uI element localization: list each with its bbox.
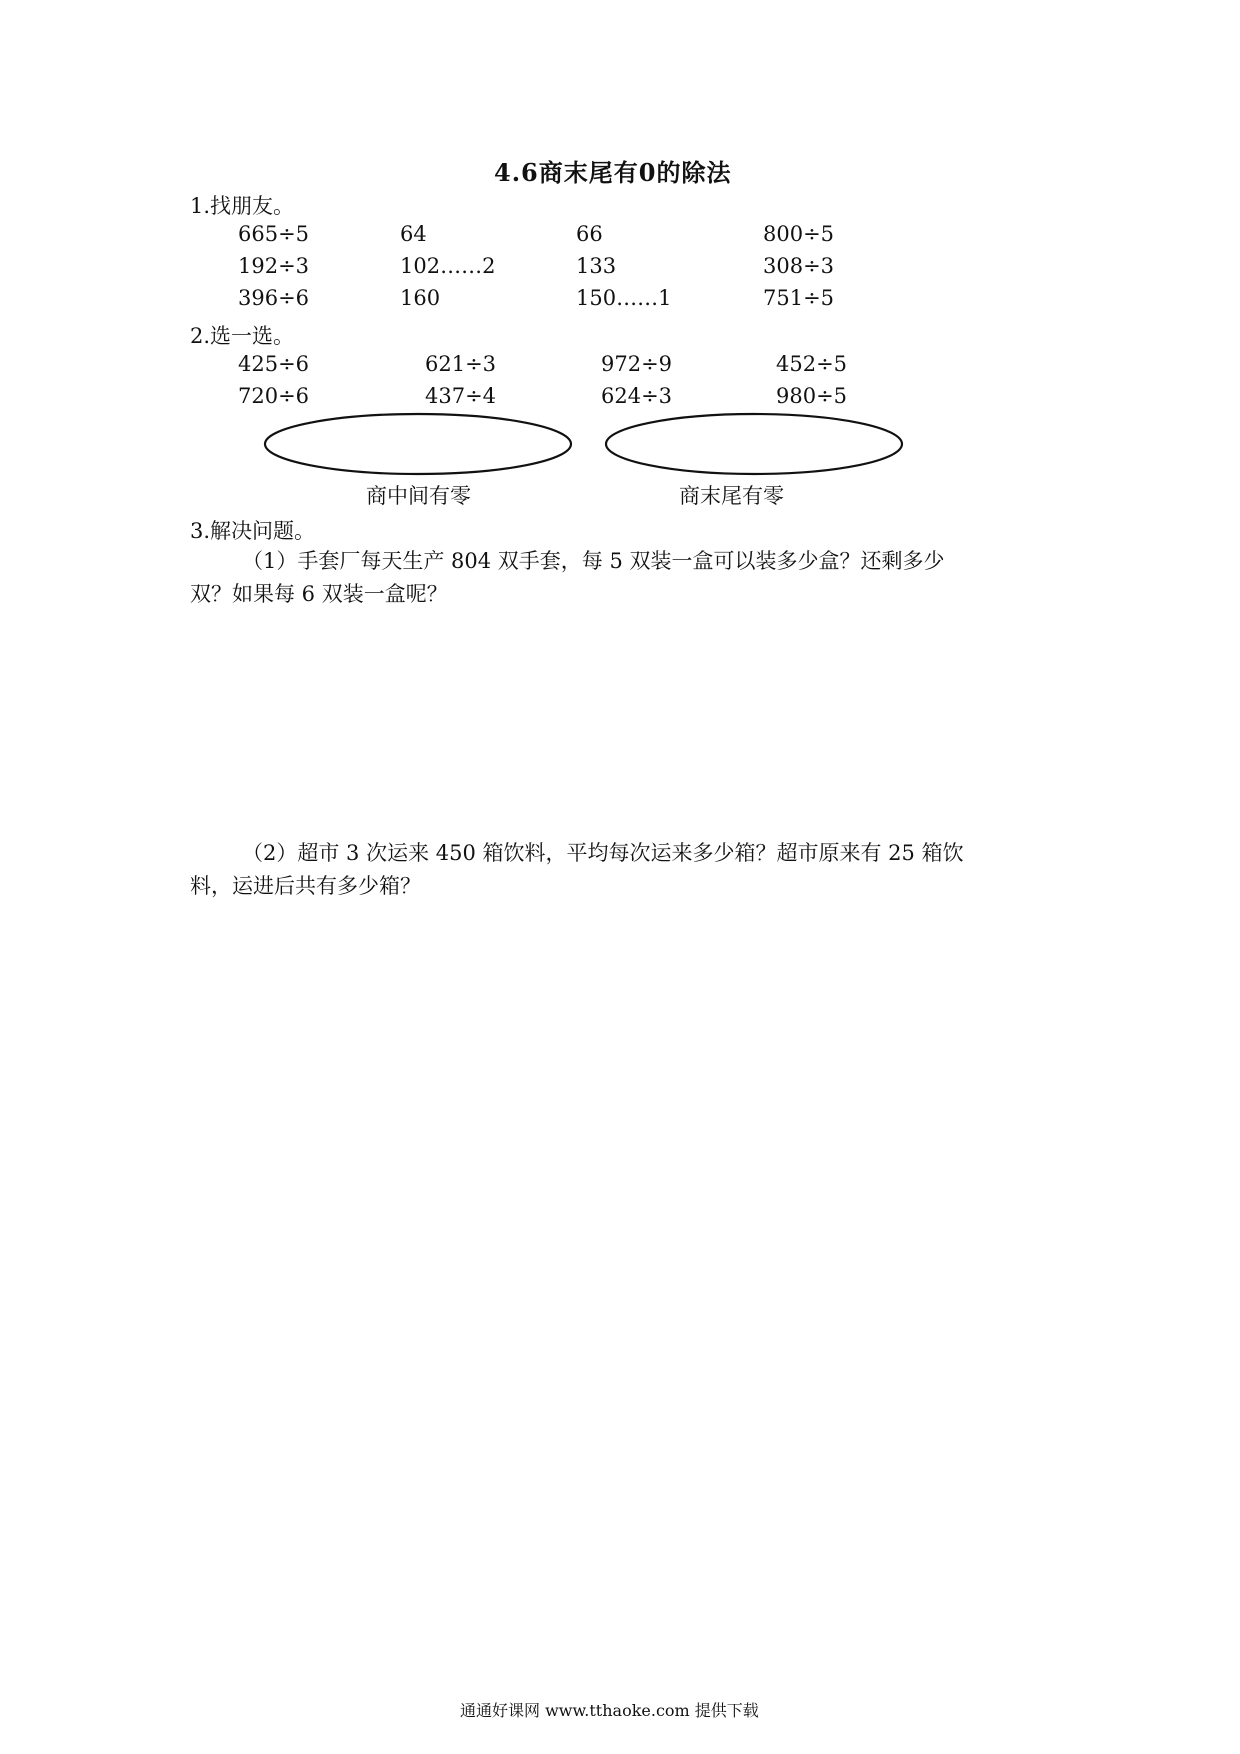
match-cell: 133	[576, 254, 617, 278]
section1-heading: 1.找朋友。	[190, 194, 295, 218]
oval-middle-zero	[265, 414, 571, 474]
choice-cell: 452÷5	[776, 352, 848, 376]
question2-line1: （2）超市 3 次运来 450 箱饮料，平均每次运来多少箱？超市原来有 25 箱饮	[242, 841, 964, 865]
match-cell: 800÷5	[763, 222, 835, 246]
match-cell: 396÷6	[238, 286, 310, 310]
question2-line2: 料，运进后共有多少箱？	[190, 874, 421, 898]
match-cell: 150……1	[576, 286, 672, 310]
choice-cell: 972÷9	[601, 352, 673, 376]
match-cell: 66	[576, 222, 603, 246]
choice-cell: 425÷6	[238, 352, 310, 376]
section3-heading: 3.解决问题。	[190, 519, 316, 543]
match-cell: 665÷5	[238, 222, 310, 246]
match-cell: 160	[400, 286, 441, 310]
answer-ovals	[0, 0, 1240, 560]
match-cell: 64	[400, 222, 427, 246]
match-cell: 751÷5	[763, 286, 835, 310]
page-title: 4.6商末尾有0的除法	[494, 158, 732, 187]
choice-cell: 720÷6	[238, 384, 310, 408]
question1-line1: （1）手套厂每天生产 804 双手套，每 5 双装一盒可以装多少盒？还剩多少	[242, 549, 945, 573]
oval-label-end-zero: 商末尾有零	[679, 484, 784, 508]
match-cell: 308÷3	[763, 254, 835, 278]
choice-cell: 624÷3	[601, 384, 673, 408]
match-cell: 192÷3	[238, 254, 310, 278]
oval-end-zero	[606, 414, 902, 474]
choice-cell: 437÷4	[425, 384, 497, 408]
match-cell: 102……2	[400, 254, 496, 278]
oval-label-middle-zero: 商中间有零	[366, 484, 471, 508]
section2-heading: 2.选一选。	[190, 324, 295, 348]
choice-cell: 621÷3	[425, 352, 497, 376]
choice-cell: 980÷5	[776, 384, 848, 408]
question1-line2: 双？如果每 6 双装一盒呢？	[190, 582, 448, 606]
footer-credit: 通通好课网 www.tthaoke.com 提供下载	[460, 1701, 759, 1720]
